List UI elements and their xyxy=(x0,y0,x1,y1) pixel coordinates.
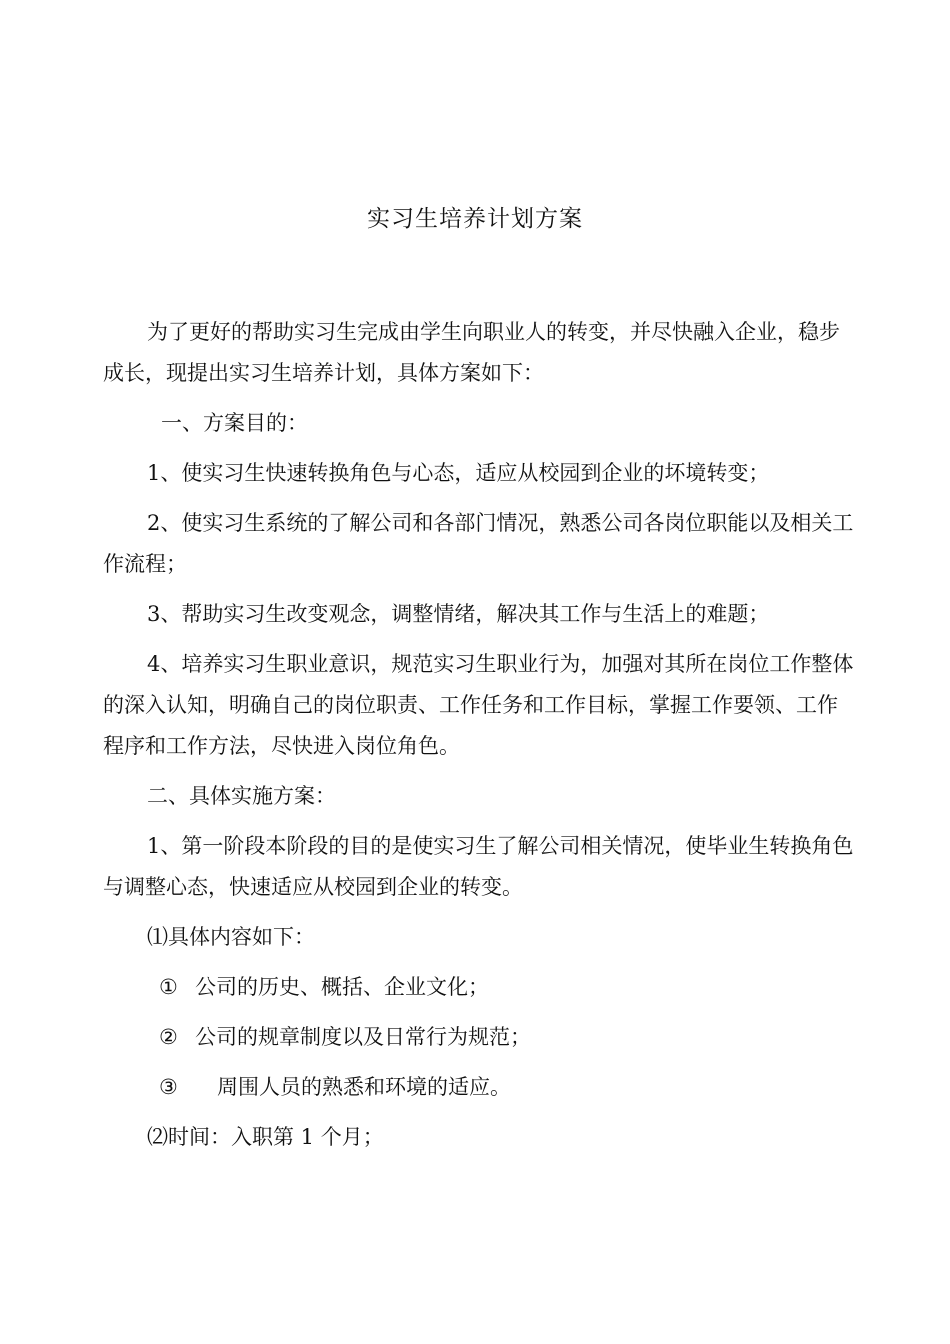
time-line: ⑵时间：入职第 1 个月； xyxy=(147,1125,384,1149)
content-item-2 xyxy=(103,1017,858,1058)
document-body xyxy=(103,312,858,1167)
section-heading-implementation: 二、具体实施方案： xyxy=(147,784,336,808)
section-heading-purpose: 一、方案目的： xyxy=(161,411,308,435)
content-item-3 xyxy=(103,1067,858,1108)
item-text: 周围人员的熟悉和环境的适应。 xyxy=(217,1075,511,1099)
stage-1-paragraph: 1、第一阶段本阶段的目的是使实习生了解公司相关情况，使毕业生转换角色与调整心态，快速适应从校园到企业的转变。 xyxy=(103,834,854,899)
item-number: ① xyxy=(159,975,178,999)
intro-paragraph: 为了更好的帮助实习生完成由学生向职业人的转变，并尽快融入企业，稳步成长，现提出实习生培养计划，具体方案如下： xyxy=(103,320,840,385)
item-number: ② xyxy=(159,1025,178,1049)
item-text: 公司的历史、概括、企业文化； xyxy=(195,975,489,999)
item-number: ③ xyxy=(159,1075,178,1099)
goal-item-3: 3、帮助实习生改变观念，调整情绪，解决其工作与生活上的难题； xyxy=(147,602,770,626)
content-heading: ⑴具体内容如下： xyxy=(147,925,315,949)
goal-item-2: 2、使实习生系统的了解公司和各部门情况，熟悉公司各岗位职能以及相关工作流程； xyxy=(103,511,854,576)
content-item-1 xyxy=(103,967,858,1008)
goal-item-1: 1、使实习生快速转换角色与心态，适应从校园到企业的坏境转变； xyxy=(147,461,770,485)
page-title: 实习生培养计划方案 xyxy=(367,206,583,232)
item-text: 公司的规章制度以及日常行为规范； xyxy=(195,1025,531,1049)
goal-item-4: 4、培养实习生职业意识，规范实习生职业行为，加强对其所在岗位工作整体的深入认知，明确自己的岗位职责、工作任务和工作目标，掌握工作要领、工作程序和工作方法，尽快进入岗位角色。 xyxy=(103,652,854,758)
